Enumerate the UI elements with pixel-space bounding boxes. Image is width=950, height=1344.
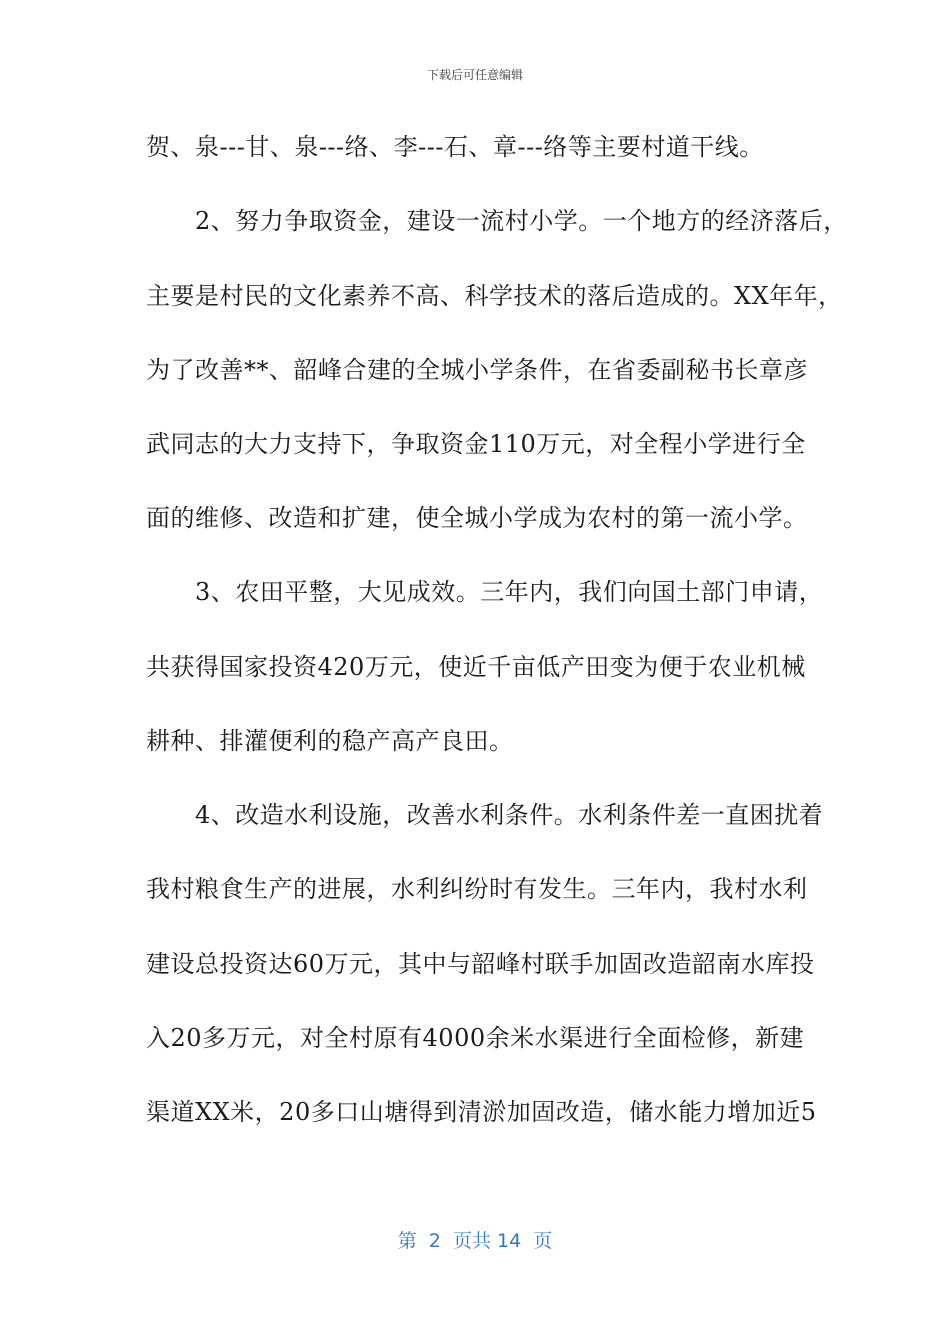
- body-line-3: 主要是村民的文化素养不高、科学技术的落后造成的。XX年年，: [146, 282, 843, 310]
- body-line-10: 4、改造水利设施，改善水利条件。水利条件差一直困扰着: [146, 801, 824, 829]
- body-line-7: 3、农田平整，大见成效。三年内，我们向国土部门申请，: [146, 578, 824, 606]
- body-line-6: 面的维修、改造和扩建，使全城小学成为农村的第一流小学。: [146, 504, 808, 532]
- body-line-9: 耕种、排灌便利的稳产高产良田。: [146, 727, 514, 755]
- page-footer: 第 2 页共 14 页: [397, 1230, 553, 1252]
- body-line-5: 武同志的大力支持下，争取资金110万元，对全程小学进行全: [146, 430, 806, 458]
- body-line-11: 我村粮食生产的进展，水利纠纷时有发生。三年内，我村水利: [146, 875, 808, 903]
- body-line-8: 共获得国家投资420万元，使近千亩低产田变为便于农业机械: [146, 653, 806, 681]
- page-header: 下载后可任意编辑: [426, 68, 523, 82]
- body-line-2: 2、努力争取资金，建设一流村小学。一个地方的经济落后，: [146, 207, 848, 235]
- body-line-4: 为了改善**、韶峰合建的全城小学条件，在省委副秘书长章彦: [146, 356, 808, 384]
- body-line-14: 渠道XX米，20多口山塘得到清淤加固改造，储水能力增加近5: [146, 1098, 817, 1126]
- body-line-12: 建设总投资达60万元，其中与韶峰村联手加固改造韶南水库投: [146, 950, 815, 978]
- body-line-1: 贺、泉---甘、泉---络、李---石、章---络等主要村道干线。: [146, 133, 764, 161]
- body-line-13: 入20多万元，对全村原有4000余米水渠进行全面检修，新建: [146, 1024, 805, 1052]
